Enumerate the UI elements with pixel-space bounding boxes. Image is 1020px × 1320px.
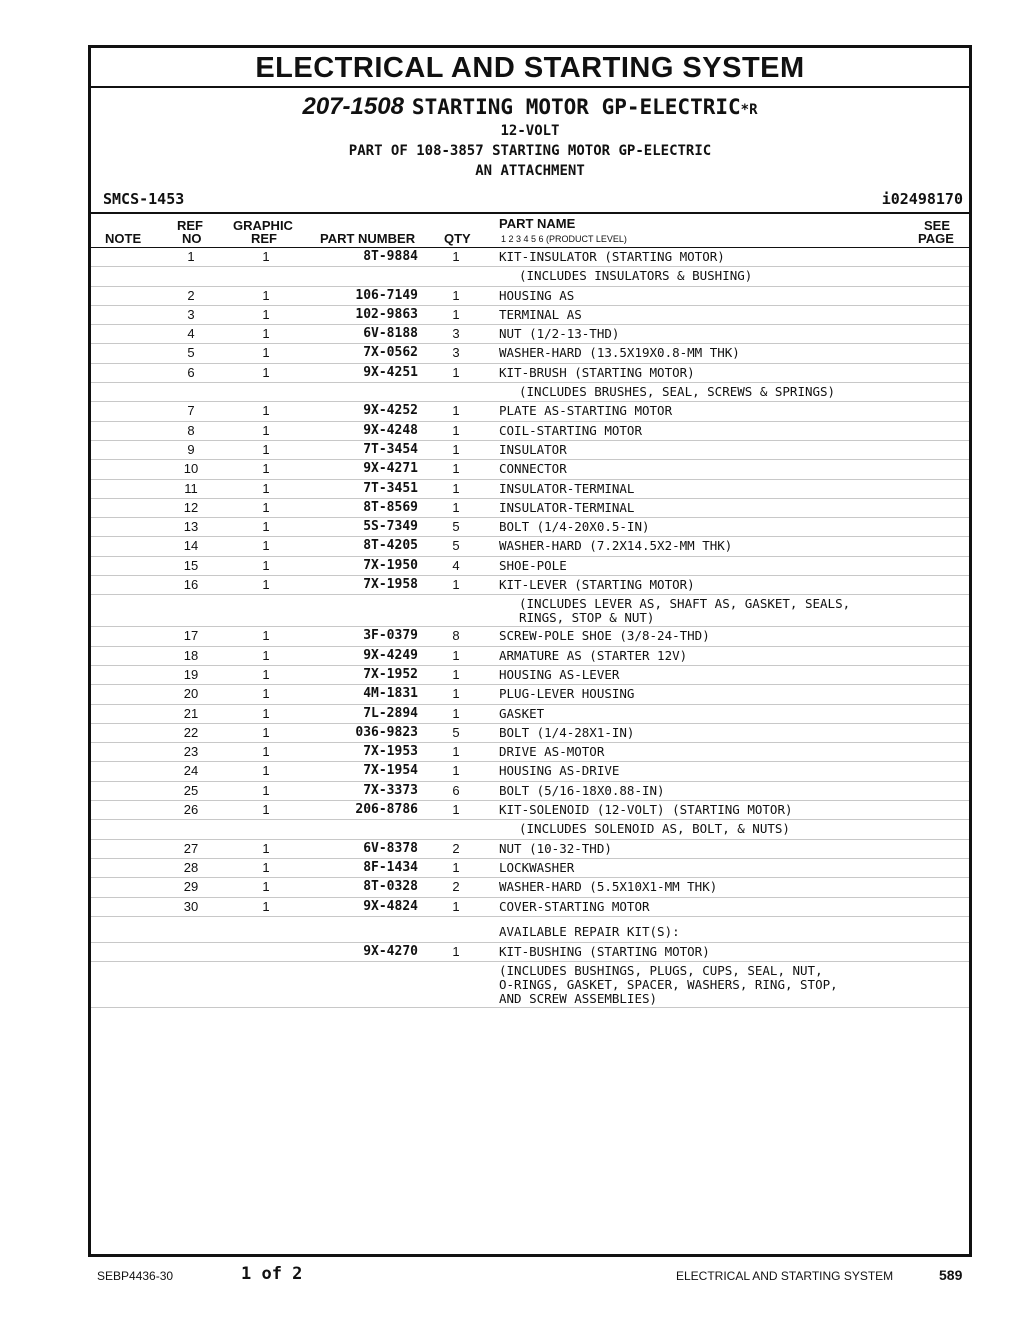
- graphic-ref: 1: [262, 647, 270, 663]
- table-row: [91, 344, 969, 363]
- table-row: [91, 383, 969, 402]
- part-name: (INCLUDES SOLENOID AS, BOLT, & NUTS): [519, 821, 790, 837]
- table-row: [91, 705, 969, 724]
- quantity: 1: [452, 686, 460, 702]
- graphic-ref: 1: [262, 686, 270, 702]
- table-row: [91, 743, 969, 762]
- part-number: 9X-4270: [363, 943, 418, 959]
- table-row: [91, 666, 969, 685]
- part-name: (INCLUDES BUSHINGS, PLUGS, CUPS, SEAL, NUT, O-RINGS, GASKET, SPACER, WASHERS, RING, STOP, AND SCREW ASSEMBLIES): [499, 963, 838, 1007]
- quantity: 5: [452, 519, 460, 535]
- group-name: STARTING MOTOR GP-ELECTRIC: [411, 95, 741, 119]
- part-name: COVER-STARTING MOTOR: [499, 898, 650, 914]
- quantity: 1: [452, 647, 460, 663]
- col-ref-bottom: NO: [182, 231, 202, 246]
- ref-no: 5: [187, 345, 195, 361]
- ref-no: 1: [187, 249, 195, 264]
- graphic-ref: 1: [262, 782, 270, 798]
- table-row: [91, 460, 969, 479]
- ref-no: 21: [183, 705, 199, 721]
- part-name: WASHER-HARD (13.5X19X0.8-MM THK): [499, 345, 740, 361]
- part-name: HOUSING AS-LEVER: [499, 666, 620, 682]
- table-row: [91, 878, 969, 897]
- ref-no: 23: [183, 744, 199, 760]
- table-row: [91, 247, 969, 267]
- part-number: 102-9863: [355, 306, 418, 322]
- quantity: 1: [452, 499, 460, 515]
- quantity: 3: [452, 326, 460, 342]
- part-number: 8T-0328: [363, 879, 418, 895]
- part-number: 7X-1950: [363, 557, 418, 573]
- part-name: (INCLUDES INSULATORS & BUSHING): [519, 268, 753, 284]
- part-number: 6V-8188: [363, 326, 418, 342]
- table-row: [91, 859, 969, 878]
- graphic-ref: 1: [262, 628, 270, 644]
- part-number: 8T-9884: [363, 249, 418, 264]
- group-heading: [91, 93, 969, 121]
- graphic-ref: 1: [262, 345, 270, 361]
- illustration-id: i02498170: [881, 190, 963, 208]
- part-number: 106-7149: [355, 287, 418, 303]
- table-row: [91, 441, 969, 460]
- parts-table: [91, 247, 969, 1008]
- part-name: GASKET: [499, 705, 545, 721]
- ref-no: 7: [187, 403, 195, 419]
- smcs-code: SMCS-1453: [103, 190, 185, 208]
- table-row: [91, 499, 969, 518]
- table-row: [91, 364, 969, 383]
- quantity: 1: [452, 480, 460, 496]
- part-number: 9X-4252: [363, 403, 418, 419]
- part-name: (INCLUDES LEVER AS, SHAFT AS, GASKET, SEALS, RINGS, STOP & NUT): [519, 596, 851, 626]
- col-graphic-bottom: REF: [251, 231, 277, 246]
- graphic-ref: 1: [262, 802, 270, 818]
- graphic-ref: 1: [262, 249, 270, 264]
- part-name: INSULATOR-TERMINAL: [499, 499, 635, 515]
- graphic-ref: 1: [262, 422, 270, 438]
- quantity: 3: [452, 345, 460, 361]
- quantity: 1: [452, 577, 460, 593]
- part-name: PLUG-LEVER HOUSING: [499, 686, 635, 702]
- part-name: HOUSING AS-DRIVE: [499, 763, 620, 779]
- quantity: 4: [452, 557, 460, 573]
- col-part-name: PART NAME: [499, 216, 576, 231]
- table-row: [91, 576, 969, 595]
- part-number: 6V-8378: [363, 840, 418, 856]
- group-subline-3: AN ATTACHMENT: [475, 163, 585, 179]
- table-row: [91, 943, 969, 962]
- quantity: 1: [452, 422, 460, 438]
- part-name: TERMINAL AS: [499, 306, 582, 322]
- graphic-ref: 1: [262, 441, 270, 457]
- ref-no: 3: [187, 306, 195, 322]
- part-number: 5S-7349: [363, 519, 418, 535]
- group-subline-2: PART OF 108-3857 STARTING MOTOR GP-ELECTRIC: [348, 143, 712, 159]
- group-suffix: *R: [740, 102, 758, 118]
- part-name: (INCLUDES BRUSHES, SEAL, SCREWS & SPRINGS): [519, 384, 836, 400]
- part-number: 7X-1953: [363, 744, 418, 760]
- ref-no: 25: [183, 782, 199, 798]
- ref-no: 20: [183, 686, 199, 702]
- col-graphic-top: GRAPHIC: [233, 218, 293, 233]
- table-row: [91, 306, 969, 325]
- graphic-ref: 1: [262, 840, 270, 856]
- part-name: DRIVE AS-MOTOR: [499, 744, 605, 760]
- part-number: 9X-4824: [363, 898, 418, 914]
- part-number: 4M-1831: [363, 686, 418, 702]
- part-number: 9X-4251: [363, 364, 418, 380]
- graphic-ref: 1: [262, 306, 270, 322]
- group-number: 207-1508: [302, 93, 404, 120]
- part-number: 7T-3454: [363, 441, 418, 457]
- graphic-ref: 1: [262, 499, 270, 515]
- footer-page-number: 589: [939, 1267, 963, 1283]
- footer-section: ELECTRICAL AND STARTING SYSTEM: [676, 1269, 894, 1283]
- part-name: KIT-LEVER (STARTING MOTOR): [499, 577, 695, 593]
- part-name: CONNECTOR: [499, 461, 567, 477]
- part-name: LOCKWASHER: [499, 859, 575, 875]
- quantity: 1: [452, 943, 460, 959]
- part-name: KIT-SOLENOID (12-VOLT) (STARTING MOTOR): [499, 802, 793, 818]
- part-name: BOLT (1/4-28X1-IN): [499, 724, 635, 740]
- ref-no: 2: [187, 287, 195, 303]
- part-name: NUT (10-32-THD): [499, 840, 612, 856]
- table-row: [91, 557, 969, 576]
- ref-no: 8: [187, 422, 195, 438]
- table-row: [91, 287, 969, 306]
- part-name: BOLT (1/4-20X0.5-IN): [499, 519, 650, 535]
- group-subline-1: 12-VOLT: [500, 123, 560, 139]
- part-name: KIT-BUSHING (STARTING MOTOR): [499, 943, 710, 959]
- ref-no: 29: [183, 879, 199, 895]
- footer-page-of: 1 of 2: [241, 1264, 303, 1284]
- quantity: 1: [452, 403, 460, 419]
- part-number: 036-9823: [355, 724, 418, 740]
- graphic-ref: 1: [262, 879, 270, 895]
- graphic-ref: 1: [262, 519, 270, 535]
- ref-no: 13: [183, 519, 199, 535]
- ref-no: 24: [183, 763, 199, 779]
- quantity: 1: [452, 306, 460, 322]
- quantity: 1: [452, 705, 460, 721]
- header-divider: [91, 212, 969, 214]
- ref-no: 4: [187, 326, 195, 342]
- col-product-levels: 1 2 3 4 5 6 (PRODUCT LEVEL): [501, 234, 627, 244]
- part-number: 7X-3373: [363, 782, 418, 798]
- part-number: 9X-4249: [363, 647, 418, 663]
- ref-no: 10: [183, 461, 199, 477]
- part-name: KIT-INSULATOR (STARTING MOTOR): [499, 249, 725, 264]
- quantity: 1: [452, 287, 460, 303]
- section-title: ELECTRICAL AND STARTING SYSTEM: [91, 48, 969, 88]
- table-row: [91, 840, 969, 859]
- quantity: 2: [452, 840, 460, 856]
- quantity: 1: [452, 763, 460, 779]
- part-name: INSULATOR: [499, 441, 567, 457]
- quantity: 1: [452, 802, 460, 818]
- part-name: HOUSING AS: [499, 287, 575, 303]
- graphic-ref: 1: [262, 287, 270, 303]
- part-name: AVAILABLE REPAIR KIT(S):: [499, 923, 680, 939]
- part-name: SCREW-POLE SHOE (3/8-24-THD): [499, 628, 710, 644]
- ref-no: 28: [183, 859, 199, 875]
- ref-no: 14: [183, 538, 199, 554]
- quantity: 1: [452, 898, 460, 914]
- part-name: ARMATURE AS (STARTER 12V): [499, 647, 688, 663]
- table-row: [91, 627, 969, 646]
- footer-doc-number: SEBP4436-30: [97, 1269, 174, 1283]
- quantity: 5: [452, 538, 460, 554]
- col-see-top: SEE: [924, 218, 951, 233]
- graphic-ref: 1: [262, 898, 270, 914]
- graphic-ref: 1: [262, 538, 270, 554]
- graphic-ref: 1: [262, 480, 270, 496]
- quantity: 5: [452, 724, 460, 740]
- page-frame: [88, 45, 972, 1257]
- part-name: BOLT (5/16-18X0.88-IN): [499, 782, 665, 798]
- table-row: [91, 402, 969, 421]
- part-name: NUT (1/2-13-THD): [499, 326, 620, 342]
- table-row: [91, 801, 969, 820]
- part-number: 206-8786: [355, 802, 418, 818]
- part-name: WASHER-HARD (7.2X14.5X2-MM THK): [499, 538, 733, 554]
- col-note: NOTE: [105, 231, 142, 246]
- col-ref-top: REF: [177, 218, 203, 233]
- graphic-ref: 1: [262, 461, 270, 477]
- ref-no: 18: [183, 647, 199, 663]
- part-number: 8F-1434: [363, 859, 418, 875]
- ref-no: 11: [184, 480, 198, 496]
- quantity: 6: [452, 782, 460, 798]
- table-row: [91, 647, 969, 666]
- graphic-ref: 1: [262, 859, 270, 875]
- table-row: [91, 518, 969, 537]
- graphic-ref: 1: [262, 666, 270, 682]
- part-name: KIT-BRUSH (STARTING MOTOR): [499, 364, 695, 380]
- ref-no: 30: [183, 898, 199, 914]
- quantity: 1: [452, 364, 460, 380]
- ref-no: 15: [183, 557, 199, 573]
- part-name: SHOE-POLE: [499, 557, 567, 573]
- quantity: 2: [452, 879, 460, 895]
- table-row: [91, 422, 969, 441]
- table-row: [91, 685, 969, 704]
- graphic-ref: 1: [262, 364, 270, 380]
- table-row: [91, 724, 969, 743]
- ref-no: 19: [183, 666, 199, 682]
- col-qty: QTY: [444, 231, 471, 246]
- ref-no: 16: [183, 577, 199, 593]
- ref-no: 27: [183, 840, 199, 856]
- part-name: WASHER-HARD (5.5X10X1-MM THK): [499, 879, 718, 895]
- part-number: 9X-4248: [363, 422, 418, 438]
- table-row: [91, 537, 969, 556]
- ref-no: 17: [183, 628, 199, 644]
- graphic-ref: 1: [262, 724, 270, 740]
- quantity: 1: [452, 859, 460, 875]
- table-row: [91, 898, 969, 917]
- graphic-ref: 1: [262, 744, 270, 760]
- col-see-bottom: PAGE: [918, 231, 954, 246]
- table-row: [91, 820, 969, 839]
- part-number: 9X-4271: [363, 461, 418, 477]
- quantity: 8: [452, 628, 460, 644]
- table-row: [91, 917, 969, 943]
- part-number: 7X-1954: [363, 763, 418, 779]
- part-number: 7T-3451: [363, 480, 418, 496]
- graphic-ref: 1: [262, 326, 270, 342]
- graphic-ref: 1: [262, 557, 270, 573]
- quantity: 1: [452, 441, 460, 457]
- quantity: 1: [452, 666, 460, 682]
- part-number: 8T-8569: [363, 499, 418, 515]
- part-number: 3F-0379: [363, 628, 418, 644]
- part-number: 8T-4205: [363, 538, 418, 554]
- table-row: [91, 595, 969, 627]
- quantity: 1: [452, 744, 460, 760]
- table-row: [91, 325, 969, 344]
- table-row: [91, 480, 969, 499]
- part-name: INSULATOR-TERMINAL: [499, 480, 635, 496]
- ref-no: 6: [187, 364, 195, 380]
- ref-no: 9: [187, 441, 195, 457]
- table-row: [91, 267, 969, 286]
- part-number: 7X-1952: [363, 666, 418, 682]
- graphic-ref: 1: [262, 705, 270, 721]
- part-name: PLATE AS-STARTING MOTOR: [499, 403, 673, 419]
- table-row: [91, 962, 969, 1008]
- part-name: COIL-STARTING MOTOR: [499, 422, 642, 438]
- part-number: 7X-1958: [363, 577, 418, 593]
- quantity: 1: [452, 461, 460, 477]
- ref-no: 22: [183, 724, 199, 740]
- table-row: [91, 782, 969, 801]
- graphic-ref: 1: [262, 577, 270, 593]
- part-number: 7X-0562: [363, 345, 418, 361]
- part-number: 7L-2894: [363, 705, 418, 721]
- table-row: [91, 762, 969, 781]
- ref-no: 26: [183, 802, 199, 818]
- ref-no: 12: [183, 499, 199, 515]
- graphic-ref: 1: [262, 763, 270, 779]
- col-part-number: PART NUMBER: [320, 231, 416, 246]
- graphic-ref: 1: [262, 403, 270, 419]
- quantity: 1: [452, 249, 460, 264]
